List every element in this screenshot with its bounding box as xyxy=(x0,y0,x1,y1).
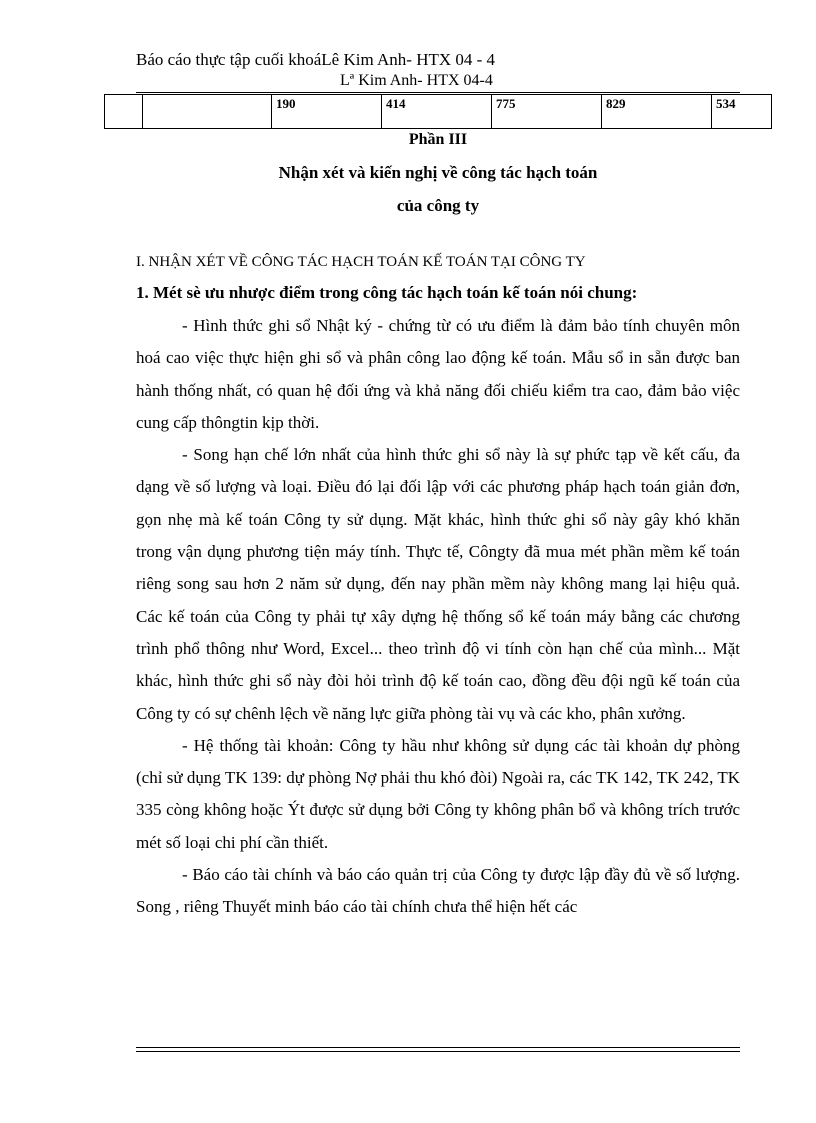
table-cell xyxy=(105,95,143,129)
part-label: Phần III xyxy=(408,131,468,148)
section-heading: I. NHẬN XÉT VỀ CÔNG TÁC HẠCH TOÁN KẾ TOÁN TẠI CÔNG TY xyxy=(136,254,586,270)
paragraph: - Báo cáo tài chính và báo cáo quản trị của Công ty được lập đầy đủ về số lượng. Song , riêng Thuyết minh báo cáo tài chính chưa thể hiện hết các xyxy=(136,865,740,917)
part-title-line2: của công ty xyxy=(396,196,480,215)
footer-rule xyxy=(136,1047,740,1048)
table-cell: 534 xyxy=(712,95,772,129)
paragraph: - Hình thức ghi sổ Nhật ký - chứng từ có ưu điểm là đảm bảo tính chuyên môn hoá cao việc thực hiện ghi sổ và phân công lao động kế toán. Mẫu sổ in sẵn được ban hành thống nhất, có quan hệ đối ứng và khả năng đối chiếu kiểm tra cao, đảm bảo việc cung cấp thôngtin kịp thời. xyxy=(136,316,740,432)
paragraph: - Hệ thống tài khoản: Công ty hầu như không sử dụng các tài khoản dự phòng (chỉ sử dụng TK 139: dự phòng Nợ phải thu khó đòi) Ngoài ra, các TK 142, TK 242, TK 335 còng không hoặc Ýt được sử dụng bởi Công ty không phân bổ và không trích trước mét số loại chi phí cần thiết. xyxy=(136,735,740,852)
table-cell: 190 xyxy=(272,95,382,129)
table-row xyxy=(105,95,772,129)
table-cell xyxy=(143,95,272,129)
subheading: 1. Mét sè ưu nhược điểm trong công tác hạch toán kế toán nói chung: xyxy=(136,283,638,302)
footer-rule xyxy=(136,1051,740,1052)
part-title-line1: Nhận xét và kiến nghị về công tác hạch toán xyxy=(278,163,598,182)
running-header-subline: Lª Kim Anh- HTX 04-4 xyxy=(340,72,493,89)
table-cell: 775 xyxy=(492,95,602,129)
running-header: Báo cáo thực tập cuối khoáLê Kim Anh- HTX 04 - 4 xyxy=(136,50,496,69)
body-text xyxy=(136,310,740,924)
table-cell: 829 xyxy=(602,95,712,129)
header-divider xyxy=(136,92,740,93)
table-cell: 414 xyxy=(382,95,492,129)
paragraph: - Song hạn chế lớn nhất của hình thức ghi sổ này là sự phức tạp về kết cấu, đa dạng về số lượng và loại. Điều đó lại đối lập với các phương pháp hạch toán giản đơn, gọn nhẹ mà kế toán Công ty sử dụng. Mặt khác, hình thức ghi sổ này gây khó khăn trong vận dụng phương tiện máy tính. Thực tế, Côngty đã mua mét phần mềm kế toán riêng song sau hơn 2 năm sử dụng, đến nay phần mềm này không mang lại hiệu quả. Các kế toán của Công ty phải tự xây dựng hệ thống sổ kế toán máy bằng các chương trình phổ thông như Word, Excel... theo trình độ vi tính còn hạn chế của mình... Mặt khác, hình thức ghi sổ này đòi hỏi trình độ kế toán cao, đồng đều đội ngũ kế toán của Công ty có sự chênh lệch về năng lực giữa phòng tài vụ và các kho, phân xưởng. xyxy=(136,445,740,723)
data-table-fragment xyxy=(104,94,772,129)
